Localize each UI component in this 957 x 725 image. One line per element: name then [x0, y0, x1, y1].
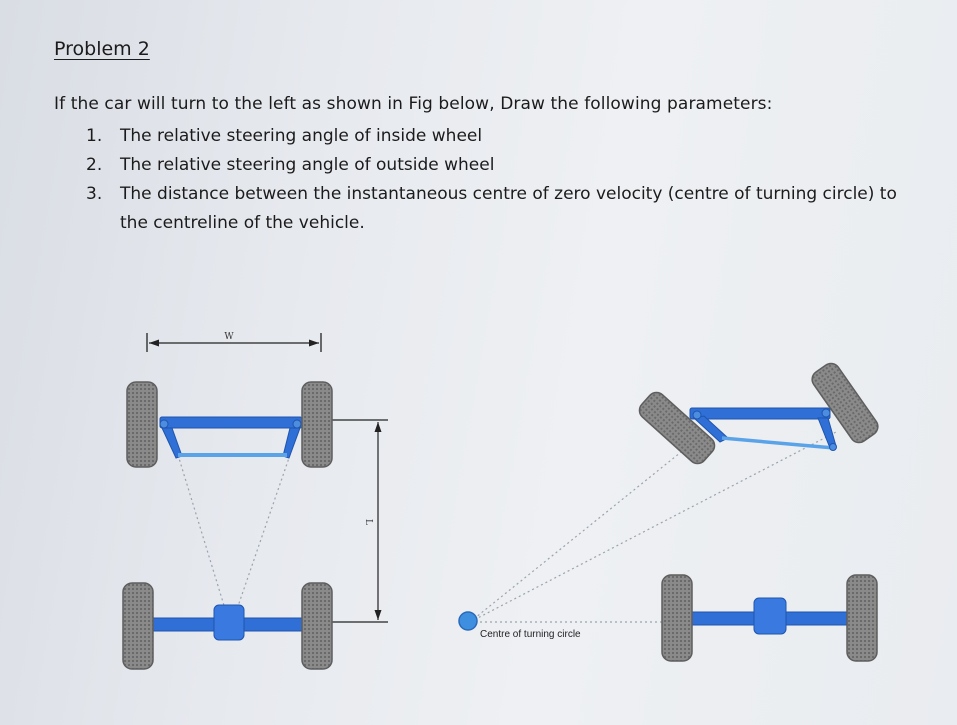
list-item-text: The relative steering angle of inside wheel [120, 126, 483, 146]
width-dimension [147, 332, 321, 352]
front-right-tire [302, 382, 332, 467]
list-item-number: 2. [86, 155, 103, 175]
list-item-text: The distance between the instantaneous centre of zero velocity (centre of turning circle) to the centreline of the vehicle. [120, 184, 897, 233]
rear-left-tire [123, 583, 153, 669]
problem-intro: If the car will turn to the left as shown in Fig below, Draw the following parameters: [54, 94, 773, 114]
turning-centre-label: Centre of turning circle [480, 629, 581, 640]
rear-axle [150, 605, 310, 640]
list-item-number: 1. [86, 126, 103, 146]
length-label: L [363, 519, 373, 525]
front-axle [160, 417, 302, 458]
rear-inside-tire [662, 575, 692, 661]
turning-rear-axle [688, 598, 848, 634]
straight-vehicle-diagram [123, 332, 388, 669]
outside-wheel-radius-line [470, 431, 838, 622]
front-outside-tire [809, 360, 882, 446]
problem-title: Problem 2 [54, 38, 150, 60]
length-dimension [325, 420, 388, 622]
front-left-tire [127, 382, 157, 467]
width-label: W [224, 332, 234, 342]
turning-centre-marker [459, 612, 477, 630]
turning-vehicle-diagram [459, 360, 881, 661]
ackermann-line [178, 455, 226, 612]
rear-right-tire [302, 583, 332, 669]
list-item-number: 3. [86, 184, 103, 204]
list-item-text: The relative steering angle of outside wheel [120, 155, 495, 175]
ackermann-line [236, 455, 290, 612]
rear-outside-tire [847, 575, 877, 661]
